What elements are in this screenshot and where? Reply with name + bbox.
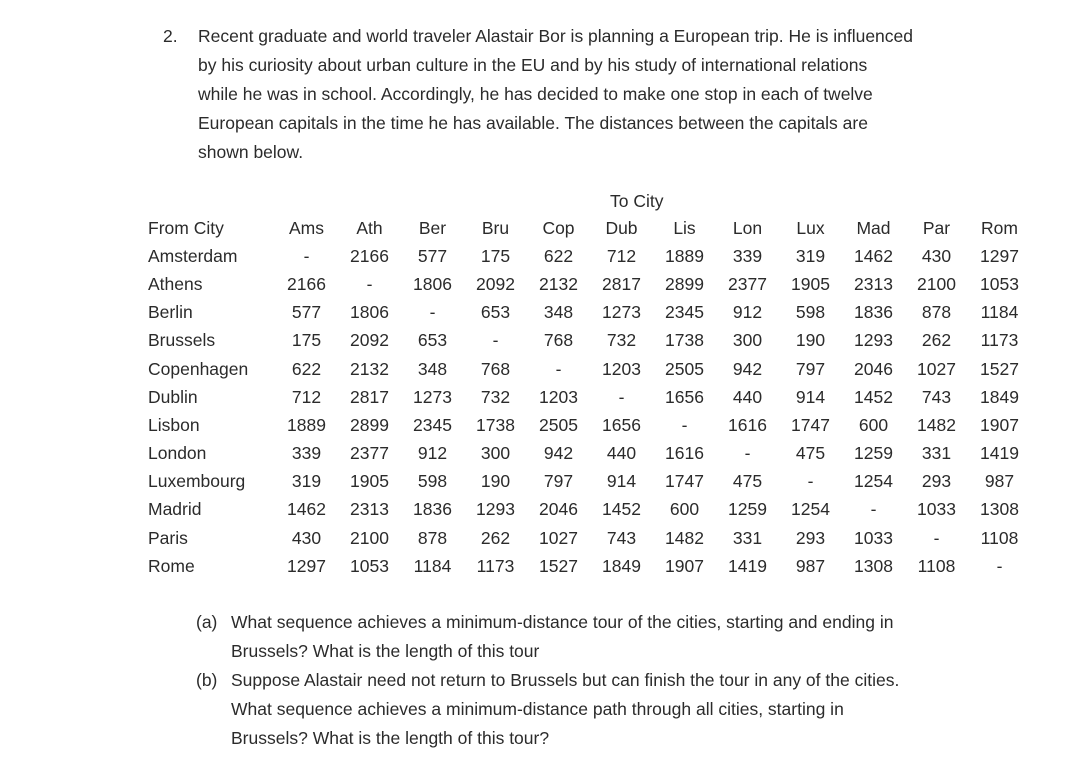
table-row [144, 383, 1031, 411]
distance-cell: 293 [795, 527, 826, 548]
table-row [144, 440, 1031, 468]
distance-cell: 475 [732, 471, 763, 492]
distance-cell: - [744, 443, 751, 464]
distance-cell: - [366, 273, 373, 294]
distance-cell: 2092 [350, 330, 389, 351]
questions [196, 608, 996, 753]
distance-cell: 1184 [413, 555, 452, 576]
distance-cell: 190 [480, 471, 511, 492]
distance-cell: 1053 [980, 273, 1019, 294]
column-header: Cop [542, 217, 575, 238]
distance-cell: 987 [984, 471, 1015, 492]
distance-cell: - [996, 555, 1003, 576]
distance-cell: 2046 [854, 358, 893, 379]
question-label: (a) [196, 612, 218, 632]
column-header: Ams [289, 217, 324, 238]
row-city: London [148, 443, 207, 464]
distance-cell: 2345 [665, 302, 704, 323]
distance-cell: 2899 [665, 273, 704, 294]
distance-cell: - [429, 302, 436, 323]
distance-cell: 2899 [350, 414, 389, 435]
question-line: What sequence achieves a minimum-distance tour of the cities, starting and ending in [231, 612, 894, 632]
distance-cell: 1273 [413, 386, 452, 407]
problem-line: by his curiosity about urban culture in the EU and by his study of international relations [198, 55, 868, 75]
distance-cell: 653 [417, 330, 448, 351]
distance-cell: 331 [921, 443, 952, 464]
row-city: Dublin [148, 386, 198, 407]
row-city: Berlin [148, 302, 193, 323]
distance-cell: 1747 [665, 471, 704, 492]
question-label: (b) [196, 670, 218, 690]
distance-cell: 1254 [854, 471, 893, 492]
column-header: Lis [673, 217, 696, 238]
question-line: Suppose Alastair need not return to Brussels but can finish the tour in any of the cities. [231, 670, 900, 690]
distance-cell: 768 [480, 358, 511, 379]
distance-cell: 622 [291, 358, 322, 379]
question-a [196, 608, 996, 666]
distance-cell: 2046 [539, 499, 578, 520]
distance-cell: 1527 [539, 555, 578, 576]
distance-cell: 577 [417, 245, 448, 266]
distance-cell: 1849 [602, 555, 641, 576]
distance-cell: 914 [606, 471, 637, 492]
distance-cell: 1027 [917, 358, 956, 379]
distance-cell: 440 [606, 443, 637, 464]
table-row [144, 496, 1031, 524]
distance-cell: 1806 [350, 302, 389, 323]
distance-cell: 622 [543, 245, 574, 266]
distance-cell: 797 [543, 471, 574, 492]
distance-cell: 1273 [602, 302, 641, 323]
distance-cell: 262 [921, 330, 952, 351]
distance-cell: 1806 [413, 273, 452, 294]
distance-cell: 743 [921, 386, 952, 407]
distance-cell: 1297 [287, 555, 326, 576]
problem-line: European capitals in the time he has available. The distances between the capitals are [198, 113, 868, 133]
problem-statement [198, 22, 988, 167]
row-city: Lisbon [148, 414, 200, 435]
table-row [144, 552, 1031, 580]
column-header: Lon [732, 217, 763, 238]
distance-cell: 1452 [602, 499, 641, 520]
distance-cell: 1738 [476, 414, 515, 435]
distance-cell: 598 [417, 471, 448, 492]
distance-cell: 1108 [917, 555, 956, 576]
distance-cell: 2313 [350, 499, 389, 520]
distance-cell: 2132 [539, 273, 578, 294]
problem-line: shown below. [198, 142, 304, 162]
distance-cell: 1033 [917, 499, 956, 520]
distance-cell: 1033 [854, 527, 893, 548]
distance-cell: 1905 [350, 471, 389, 492]
table-row [144, 468, 1031, 496]
distance-cell: 2817 [602, 273, 641, 294]
distance-cell: 2166 [287, 273, 326, 294]
distance-cell: 2345 [413, 414, 452, 435]
column-header: Lux [796, 217, 825, 238]
distance-cell: 878 [417, 527, 448, 548]
to-city-label: To City [610, 191, 664, 211]
distance-cell: 598 [795, 302, 826, 323]
distance-cell: 2166 [350, 245, 389, 266]
table-row [144, 524, 1031, 552]
distance-cell: - [555, 358, 562, 379]
distance-cell: 475 [795, 443, 826, 464]
distance-cell: 1616 [728, 414, 767, 435]
table-header-row [144, 214, 1031, 242]
question-line: Brussels? What is the length of this tour [231, 641, 540, 661]
row-city: Copenhagen [148, 358, 249, 379]
distance-cell: 768 [543, 330, 574, 351]
question-b [196, 666, 996, 753]
distance-cell: - [870, 499, 877, 520]
distance-cell: 1747 [791, 414, 830, 435]
distance-cell: 878 [921, 302, 952, 323]
row-city: Luxembourg [148, 471, 246, 492]
distance-cell: 577 [291, 302, 322, 323]
problem-number: 2. [163, 26, 178, 46]
distance-cell: 1905 [791, 273, 830, 294]
distance-cell: 1308 [854, 555, 893, 576]
distance-cell: - [303, 245, 310, 266]
distance-cell: 912 [732, 302, 763, 323]
distance-cell: 2505 [539, 414, 578, 435]
distance-cell: 1527 [980, 358, 1019, 379]
distance-cell: 1254 [791, 499, 830, 520]
table-row [144, 355, 1031, 383]
distance-cell: 190 [795, 330, 826, 351]
distance-table-body [144, 242, 1031, 580]
row-city: Athens [148, 273, 203, 294]
distance-cell: 712 [291, 386, 322, 407]
distance-cell: 797 [795, 358, 826, 379]
distance-cell: 339 [291, 443, 322, 464]
distance-cell: 1173 [980, 330, 1019, 351]
distance-cell: 942 [732, 358, 763, 379]
distance-cell: 2100 [350, 527, 389, 548]
distance-cell: 1027 [539, 527, 578, 548]
distance-cell: - [618, 386, 625, 407]
distance-cell: 1293 [476, 499, 515, 520]
distance-cell: 1173 [476, 555, 515, 576]
distance-cell: 175 [291, 330, 322, 351]
from-city-label: From City [148, 217, 224, 238]
column-header: Ber [418, 217, 447, 238]
distance-cell: 319 [795, 245, 826, 266]
distance-cell: 1462 [287, 499, 326, 520]
row-city: Madrid [148, 499, 202, 520]
distance-cell: 2313 [854, 273, 893, 294]
column-header: Bru [481, 217, 510, 238]
distance-cell: 319 [291, 471, 322, 492]
distance-cell: 1738 [665, 330, 704, 351]
distance-cell: 293 [921, 471, 952, 492]
distance-table [144, 214, 1031, 580]
distance-cell: 1482 [665, 527, 704, 548]
distance-cell: 2505 [665, 358, 704, 379]
distance-cell: 653 [480, 302, 511, 323]
row-city: Amsterdam [148, 245, 238, 266]
distance-cell: - [807, 471, 814, 492]
distance-cell: 1482 [917, 414, 956, 435]
distance-cell: 912 [417, 443, 448, 464]
row-city: Paris [148, 527, 188, 548]
table-row [144, 299, 1031, 327]
column-header: Ath [356, 217, 383, 238]
distance-cell: 1203 [602, 358, 641, 379]
distance-cell: 348 [417, 358, 448, 379]
distance-cell: 1452 [854, 386, 893, 407]
distance-cell: 339 [732, 245, 763, 266]
column-header: Mad [856, 217, 891, 238]
distance-cell: 262 [480, 527, 511, 548]
distance-cell: 1108 [980, 527, 1019, 548]
distance-cell: 1462 [854, 245, 893, 266]
distance-cell: 1836 [413, 499, 452, 520]
table-row [144, 242, 1031, 270]
table-row [144, 411, 1031, 439]
distance-cell: 1419 [980, 443, 1019, 464]
distance-cell: 1259 [854, 443, 893, 464]
distance-cell: 1836 [854, 302, 893, 323]
distance-cell: 987 [795, 555, 826, 576]
question-line: Brussels? What is the length of this tour? [231, 728, 550, 748]
distance-cell: 430 [921, 245, 952, 266]
row-city: Rome [148, 555, 195, 576]
distance-cell: 1889 [665, 245, 704, 266]
column-header: Rom [981, 217, 1018, 238]
distance-cell: 348 [543, 302, 574, 323]
distance-cell: 2092 [476, 273, 515, 294]
distance-cell: 1907 [980, 414, 1019, 435]
distance-cell: 1419 [728, 555, 767, 576]
distance-cell: 430 [291, 527, 322, 548]
distance-cell: 1184 [980, 302, 1019, 323]
distance-cell: 300 [480, 443, 511, 464]
table-row [144, 327, 1031, 355]
distance-cell: 1849 [980, 386, 1019, 407]
column-header: Dub [605, 217, 638, 238]
distance-cell: 1907 [665, 555, 704, 576]
distance-cell: 942 [543, 443, 574, 464]
distance-cell: 2817 [350, 386, 389, 407]
distance-cell: 732 [606, 330, 637, 351]
distance-cell: 1297 [980, 245, 1019, 266]
distance-cell: 1656 [602, 414, 641, 435]
distance-cell: - [492, 330, 499, 351]
distance-cell: 1203 [539, 386, 578, 407]
distance-cell: 440 [732, 386, 763, 407]
distance-cell: 1616 [665, 443, 704, 464]
distance-cell: 300 [732, 330, 763, 351]
distance-cell: 1259 [728, 499, 767, 520]
distance-cell: 1293 [854, 330, 893, 351]
table-row [144, 270, 1031, 298]
distance-cell: 2100 [917, 273, 956, 294]
distance-cell: - [681, 414, 688, 435]
distance-cell: 1889 [287, 414, 326, 435]
distance-cell: 600 [669, 499, 700, 520]
distance-cell: 1656 [665, 386, 704, 407]
distance-cell: 331 [732, 527, 763, 548]
distance-cell: 743 [606, 527, 637, 548]
distance-cell: 1053 [350, 555, 389, 576]
distance-cell: 175 [480, 245, 511, 266]
distance-cell: 2377 [350, 443, 389, 464]
problem-line: while he was in school. Accordingly, he has decided to make one stop in each of twelve [198, 84, 873, 104]
distance-cell: 712 [606, 245, 637, 266]
distance-cell: 1308 [980, 499, 1019, 520]
problem-line: Recent graduate and world traveler Alastair Bor is planning a European trip. He is influenced [198, 26, 913, 46]
distance-cell: 914 [795, 386, 826, 407]
distance-cell: 2377 [728, 273, 767, 294]
question-line: What sequence achieves a minimum-distance path through all cities, starting in [231, 699, 844, 719]
distance-cell: 2132 [350, 358, 389, 379]
column-header: Par [922, 217, 951, 238]
distance-cell: 732 [480, 386, 511, 407]
row-city: Brussels [148, 330, 216, 351]
distance-cell: - [933, 527, 940, 548]
distance-cell: 600 [858, 414, 889, 435]
